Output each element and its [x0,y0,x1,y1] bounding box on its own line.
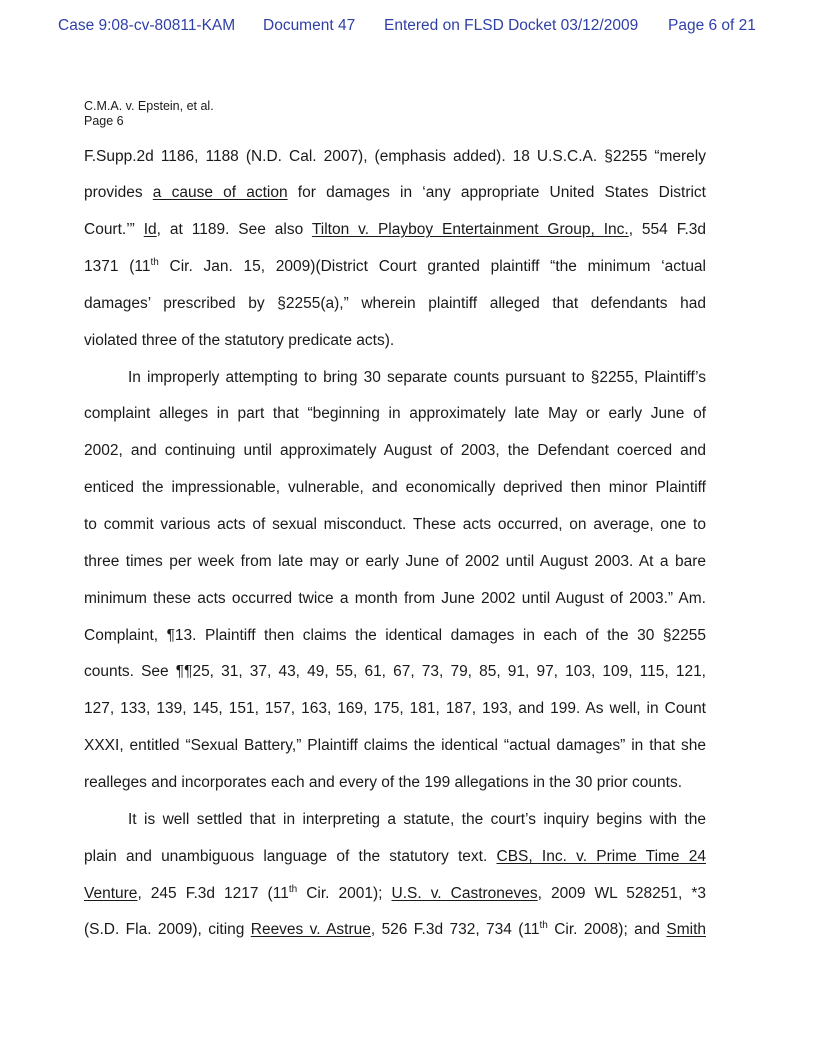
citation-cbs-cont: Venture [84,885,138,902]
page-header [84,99,214,129]
paragraph-1-line: violated three of the statutory predicate acts). [84,332,395,349]
paragraph-2-line: Complaint, ¶13. Plaintiff then claims the identical damages in each of the 30 §2255 [84,627,706,644]
citation-castroneves: U.S. v. Castroneves [391,885,538,902]
paragraph-1-line: damages’ prescribed by §2255(a),” wherein plaintiff alleged that defendants had [84,295,706,312]
paragraph-2-line: realleges and incorporates each and every of the 199 allegations in the 30 prior counts. [84,774,682,791]
paragraph-2-line: complaint alleges in part that “beginning in approximately late May or early June of [84,405,706,422]
citation-cbs: CBS, Inc. v. Prime Time 24 [496,848,707,865]
docket-entered-date: Entered on FLSD Docket 03/12/2009 [384,17,639,34]
paragraph-1-line: F.Supp.2d 1186, 1188 (N.D. Cal. 2007), (emphasis added). 18 U.S.C.A. §2255 “merely [84,148,706,165]
case-caption: C.M.A. v. Epstein, et al. [84,99,214,113]
paragraph-3-line: Venture, 245 F.3d 1217 (11th Cir. 2001); U.S. v. Castroneves, 2009 WL 528251, *3 [84,884,706,902]
paragraph-1-line: provides a cause of action for damages in ‘any appropriate United States District [84,184,706,201]
paragraph-2-line: 127, 133, 139, 145, 151, 157, 163, 169, 175, 181, 187, 193, and 199. As well, in Count [84,700,706,717]
citation-reeves: Reeves v. Astrue [250,921,371,938]
underlined-phrase: a cause of action [152,184,288,201]
paragraph-2-line: In improperly attempting to bring 30 separate counts pursuant to §2255, Plaintiff’s [128,369,706,386]
paragraph-3-line: plain and unambiguous language of the statutory text. CBS, Inc. v. Prime Time 24 [84,848,707,865]
docket-case-number: Case 9:08-cv-80811-KAM [58,17,236,34]
paragraph-2-line: enticed the impressionable, vulnerable, and economically deprived then minor Plaintiff [84,479,706,496]
citation-smith: Smith [666,921,706,938]
paragraph-2-line: 2002, and continuing until approximately August of 2003, the Defendant coerced and [84,442,706,459]
paragraph-2-line: three times per week from late may or early June of 2002 until August 2003. At a bare [84,553,706,570]
paragraph-1-line: Court.’” Id, at 1189. See also Tilton v. Playboy Entertainment Group, Inc., 554 F.3d [84,221,707,238]
header-page-number: Page 6 [84,114,124,128]
citation-id: Id [143,221,157,238]
docket-page-number: Page 6 of 21 [668,17,756,34]
paragraph-3-line: (S.D. Fla. 2009), citing Reeves v. Astrue, 526 F.3d 732, 734 (11th Cir. 2008); and Smith [84,920,706,938]
paragraph-2-line: XXXI, entitled “Sexual Battery,” Plaintiff claims the identical “actual damages” in that she [84,737,706,754]
docket-stamp [0,17,816,39]
citation-tilton: Tilton v. Playboy Entertainment Group, Inc. [311,221,629,238]
paragraph-2-line: to commit various acts of sexual misconduct. These acts occurred, on average, one to [84,516,706,533]
paragraph-2-line: minimum these acts occurred twice a month from June 2002 until August of 2003.” Am. [84,590,706,607]
paragraph-3-line: It is well settled that in interpreting a statute, the court’s inquiry begins with the [128,811,706,828]
paragraph-2-line: counts. See ¶¶25, 31, 37, 43, 49, 55, 61, 67, 73, 79, 85, 91, 97, 103, 109, 115, 121, [84,663,706,680]
docket-document-number: Document 47 [263,17,356,34]
paragraph-1-line: 1371 (11th Cir. Jan. 15, 2009)(District Court granted plaintiff “the minimum ‘actual [84,257,707,275]
